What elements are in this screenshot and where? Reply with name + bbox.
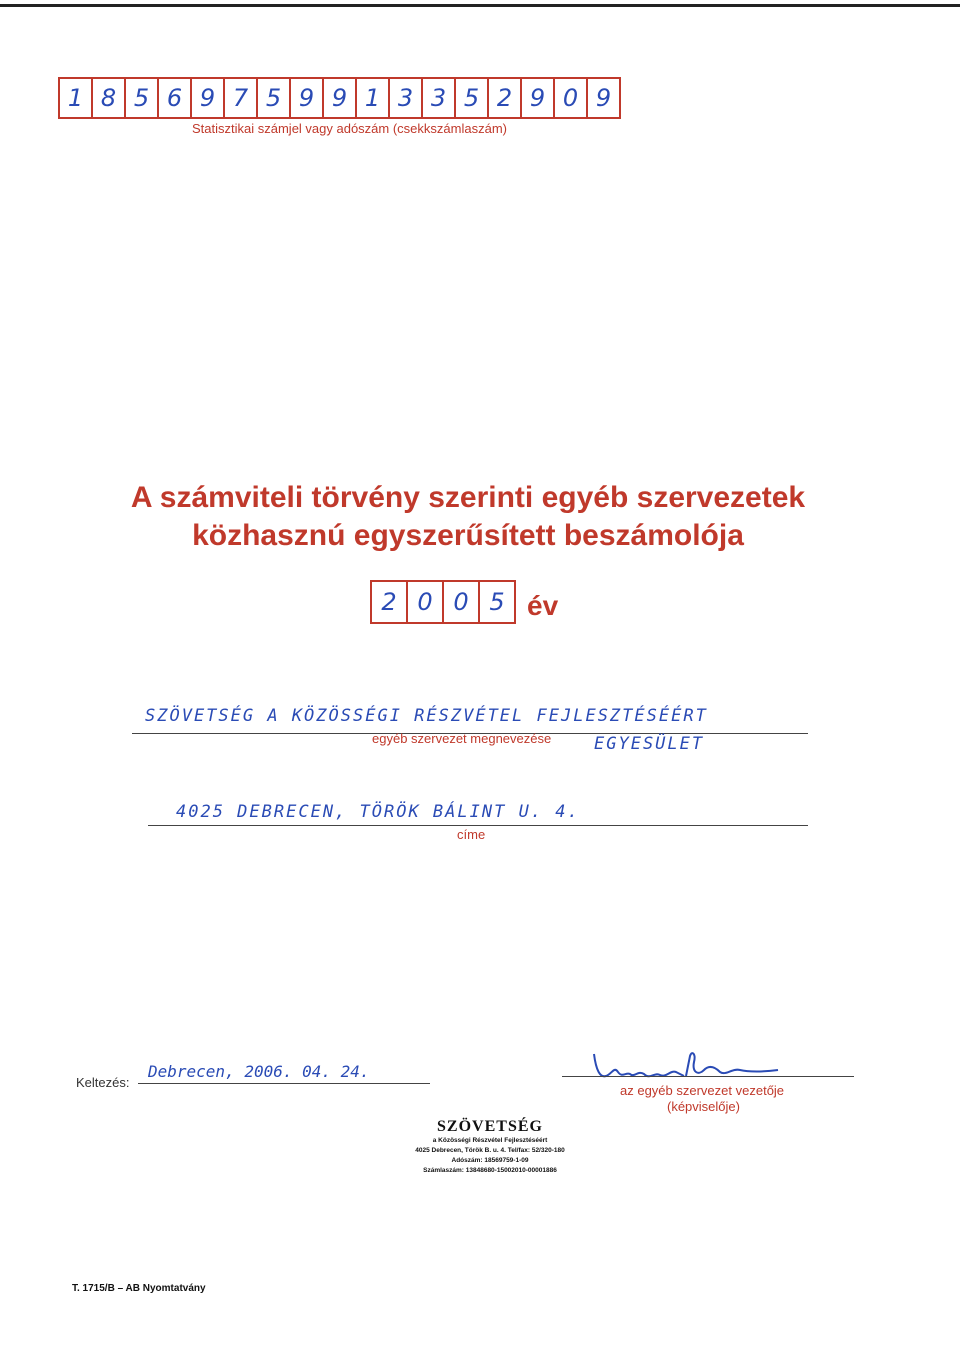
- form-number-footer: T. 1715/B – AB Nyomtatvány: [72, 1283, 206, 1294]
- signer-caption-line1: az egyéb szervezet vezetője: [620, 1083, 785, 1098]
- address-rule: [148, 825, 808, 826]
- signer-caption-line2: (képviselője): [667, 1099, 740, 1114]
- tax-digit: 7: [225, 79, 258, 117]
- tax-number-grid: [58, 77, 621, 119]
- organization-stamp: [380, 1118, 600, 1176]
- tax-digit: 0: [555, 79, 588, 117]
- signature-graphic: [588, 1042, 858, 1088]
- stamp-line: a Közösségi Részvétel Fejlesztéséért: [432, 1137, 548, 1144]
- tax-digit: 3: [423, 79, 456, 117]
- tax-digit: 1: [357, 79, 390, 117]
- year-digit: 2: [372, 582, 408, 622]
- stamp-line: Adószám: 18569759-1-09: [451, 1157, 529, 1164]
- tax-digit: 9: [595, 84, 612, 112]
- stamp-title: SZÖVETSÉG: [437, 1118, 543, 1135]
- stamp-line: Számlaszám: 13848680-15002010-00001886: [423, 1167, 557, 1174]
- tax-digit: 8: [93, 79, 126, 117]
- tax-digit: 2: [489, 79, 522, 117]
- address-caption: címe: [457, 827, 486, 842]
- form-title-line2: közhasznú egyszerűsített beszámolója: [192, 519, 744, 552]
- form-title-line1: A számviteli törvény szerinti egyéb szervezetek: [130, 481, 806, 514]
- tax-digit: 6: [159, 79, 192, 117]
- tax-digit: 3: [390, 79, 423, 117]
- organization-name-line1: SZÖVETSÉG A KÖZÖSSÉGI RÉSZVÉTEL FEJLESZTÉSÉÉRT: [145, 706, 708, 726]
- tax-digit: 9: [192, 79, 225, 117]
- stamp-line: 4025 Debrecen, Török B. u. 4. Tel/fax: 52/320-180: [415, 1147, 565, 1154]
- year-digit: 5: [489, 588, 505, 616]
- tax-digit: 9: [522, 79, 555, 117]
- organization-name-caption: egyéb szervezet megnevezése: [372, 731, 552, 746]
- year-digit: 0: [408, 582, 444, 622]
- tax-digit: 9: [324, 79, 357, 117]
- tax-digit: 5: [456, 79, 489, 117]
- date-rule: [138, 1083, 430, 1084]
- tax-digit: 5: [258, 79, 291, 117]
- year-digit: 0: [444, 582, 480, 622]
- tax-digit: 5: [126, 79, 159, 117]
- organization-name-line2: EGYESÜLET: [594, 734, 705, 754]
- year-grid: [370, 580, 516, 624]
- address-value: 4025 DEBRECEN, TÖRÖK BÁLINT U. 4.: [176, 802, 580, 822]
- tax-digit: 9: [291, 79, 324, 117]
- tax-digit: 1: [60, 79, 93, 117]
- date-value: Debrecen, 2006. 04. 24.: [148, 1062, 370, 1081]
- top-border-line: [0, 4, 960, 7]
- year-label: év: [527, 590, 559, 621]
- signature-rule: [562, 1076, 854, 1077]
- tax-number-caption: Statisztikai számjel vagy adószám (csekkszámlaszám): [192, 121, 507, 136]
- date-label: Keltezés:: [76, 1075, 130, 1090]
